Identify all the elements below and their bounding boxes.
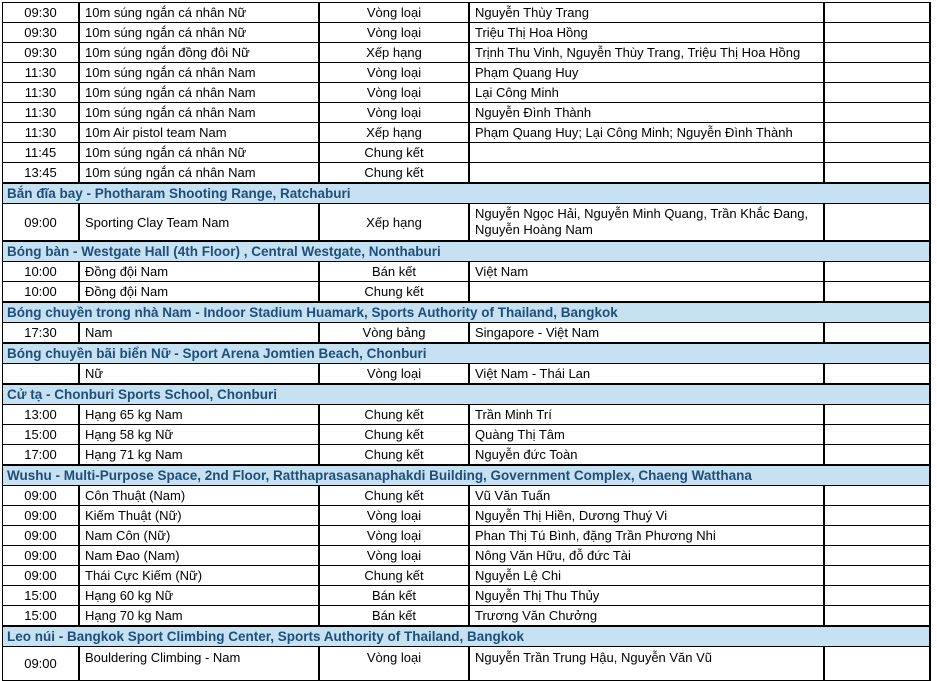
time-cell[interactable]: 10:00	[3, 282, 80, 301]
round-cell[interactable]: Chung kết	[320, 282, 470, 301]
empty-cell[interactable]	[825, 23, 931, 42]
event-cell[interactable]: 10m súng ngắn cá nhân Nam	[80, 163, 320, 182]
empty-cell[interactable]	[825, 445, 931, 464]
event-cell[interactable]: Hạng 58 kg Nữ	[80, 425, 320, 444]
table-row	[3, 23, 931, 43]
empty-cell[interactable]	[825, 405, 931, 424]
participants-cell[interactable]: Trương Văn Chưởng	[470, 606, 825, 625]
empty-cell[interactable]	[825, 3, 931, 22]
table-row	[3, 526, 931, 546]
round-cell[interactable]: Chung kết	[320, 486, 470, 505]
event-cell[interactable]: 10m súng ngắn cá nhân Nam	[80, 63, 320, 82]
time-cell[interactable]: 09:30	[3, 43, 80, 62]
time-cell[interactable]: 09:30	[3, 3, 80, 22]
time-cell[interactable]: 09:00	[3, 546, 80, 565]
section-title: Leo núi - Bangkok Sport Climbing Center, Sports Authority of Thailand, Bangkok	[3, 627, 931, 646]
time-cell[interactable]: 15:00	[3, 606, 80, 625]
participants-cell[interactable]	[470, 163, 825, 182]
participants-cell[interactable]: Việt Nam - Thái Lan	[470, 364, 825, 383]
empty-cell[interactable]	[825, 323, 931, 342]
round-cell[interactable]: Bán kết	[320, 262, 470, 281]
event-cell[interactable]: Hạng 71 kg Nam	[80, 445, 320, 464]
section-header-row[interactable]	[3, 183, 931, 204]
round-cell[interactable]: Vòng loại	[320, 506, 470, 525]
event-cell[interactable]: Đồng đội Nam	[80, 282, 320, 301]
round-cell[interactable]: Xếp hạng	[320, 43, 470, 62]
table-row	[3, 83, 931, 103]
table-row	[3, 103, 931, 123]
participants-cell[interactable]: Phan Thị Tú Bình, đặng Trần Phương Nhi	[470, 526, 825, 545]
empty-cell[interactable]	[825, 566, 931, 585]
table-row	[3, 405, 931, 425]
table-row	[3, 364, 931, 384]
round-cell[interactable]: Vòng loại	[320, 83, 470, 102]
participants-cell[interactable]: Lại Công Minh	[470, 83, 825, 102]
empty-cell[interactable]	[825, 425, 931, 444]
time-cell[interactable]: 11:30	[3, 83, 80, 102]
round-cell[interactable]: Vòng loại	[320, 3, 470, 22]
round-cell[interactable]: Bán kết	[320, 586, 470, 605]
table-row	[3, 3, 931, 23]
schedule-sheet	[2, 2, 931, 681]
time-cell[interactable]: 13:45	[3, 163, 80, 182]
time-cell[interactable]: 10:00	[3, 262, 80, 281]
event-cell[interactable]: Hạng 60 kg Nữ	[80, 586, 320, 605]
round-cell[interactable]: Vòng loại	[320, 63, 470, 82]
event-cell[interactable]: 10m súng ngắn cá nhân Nữ	[80, 3, 320, 22]
event-cell[interactable]: Kiếm Thuật (Nữ)	[80, 506, 320, 525]
participants-cell[interactable]: Nguyễn Trần Trung Hậu, Nguyễn Văn Vũ	[470, 647, 825, 680]
empty-cell[interactable]	[825, 163, 931, 182]
time-cell[interactable]: 09:00	[3, 566, 80, 585]
table-row	[3, 323, 931, 343]
event-cell[interactable]: Bouldering Climbing - Nam	[80, 647, 320, 680]
table-row	[3, 647, 931, 681]
event-cell[interactable]: Đồng đội Nam	[80, 262, 320, 281]
round-cell[interactable]: Vòng loại	[320, 364, 470, 383]
time-cell[interactable]: 09:30	[3, 23, 80, 42]
empty-cell[interactable]	[825, 204, 931, 240]
empty-cell[interactable]	[825, 83, 931, 102]
event-cell[interactable]: Nữ	[80, 364, 320, 383]
section-title: Bắn đĩa bay - Photharam Shooting Range, Ratchaburi	[3, 184, 931, 203]
time-cell[interactable]: 11:30	[3, 103, 80, 122]
section-title: Wushu - Multi-Purpose Space, 2nd Floor, Ratthaprasasanaphakdi Building, Government Complex, Chaeng Watthana	[3, 466, 931, 485]
event-cell[interactable]: Nam Côn (Nữ)	[80, 526, 320, 545]
event-cell[interactable]: 10m Air pistol team Nam	[80, 123, 320, 142]
empty-cell[interactable]	[825, 506, 931, 525]
empty-cell[interactable]	[825, 364, 931, 383]
section-title: Bóng chuyền bãi biển Nữ - Sport Arena Jomtien Beach, Chonburi	[3, 344, 931, 363]
event-cell[interactable]: Sporting Clay Team Nam	[80, 204, 320, 240]
round-cell[interactable]: Xếp hạng	[320, 204, 470, 240]
empty-cell[interactable]	[825, 586, 931, 605]
time-cell[interactable]: 09:00	[3, 526, 80, 545]
time-cell[interactable]	[3, 364, 80, 383]
participants-cell[interactable]: Singapore - Việt Nam	[470, 323, 825, 342]
round-cell[interactable]: Chung kết	[320, 425, 470, 444]
participants-cell[interactable]: Nguyễn Đình Thành	[470, 103, 825, 122]
empty-cell[interactable]	[825, 526, 931, 545]
time-cell[interactable]: 17:00	[3, 445, 80, 464]
section-header-row[interactable]	[3, 626, 931, 647]
section-title: Bóng chuyền trong nhà Nam - Indoor Stadium Huamark, Sports Authority of Thailand, Bangkok	[3, 303, 931, 322]
event-cell[interactable]: 10m súng ngắn đồng đôi Nữ	[80, 43, 320, 62]
empty-cell[interactable]	[825, 647, 931, 680]
table-row	[3, 143, 931, 163]
event-cell[interactable]: 10m súng ngắn cá nhân Nam	[80, 83, 320, 102]
table-row	[3, 43, 931, 63]
table-row	[3, 566, 931, 586]
event-cell[interactable]: 10m súng ngắn cá nhân Nữ	[80, 143, 320, 162]
event-cell[interactable]: 10m súng ngắn cá nhân Nam	[80, 103, 320, 122]
time-cell[interactable]: 09:00	[3, 204, 80, 240]
participants-cell[interactable]	[470, 143, 825, 162]
participants-cell[interactable]: Nguyễn Lệ Chi	[470, 566, 825, 585]
participants-cell[interactable]: Trịnh Thu Vinh, Nguyễn Thùy Trang, Triệu Thị Hoa Hồng	[470, 43, 825, 62]
section-header-row[interactable]	[3, 343, 931, 364]
table-row	[3, 445, 931, 465]
participants-cell[interactable]: Phạm Quang Huy	[470, 63, 825, 82]
participants-cell[interactable]: Phạm Quang Huy; Lại Công Minh; Nguyễn Đình Thành	[470, 123, 825, 142]
round-cell[interactable]: Chung kết	[320, 405, 470, 424]
table-row	[3, 586, 931, 606]
time-cell[interactable]: 09:00	[3, 647, 80, 680]
empty-cell[interactable]	[825, 546, 931, 565]
time-cell[interactable]: 11:30	[3, 63, 80, 82]
section-title: Cử tạ - Chonburi Sports School, Chonburi	[3, 385, 931, 404]
empty-cell[interactable]	[825, 143, 931, 162]
round-cell[interactable]: Vòng loại	[320, 23, 470, 42]
round-cell[interactable]: Vòng loại	[320, 546, 470, 565]
round-cell[interactable]: Bán kết	[320, 606, 470, 625]
empty-cell[interactable]	[825, 262, 931, 281]
participants-cell[interactable]: Nông Văn Hữu, đỗ đức Tài	[470, 546, 825, 565]
section-header-row[interactable]	[3, 241, 931, 262]
participants-cell[interactable]	[470, 282, 825, 301]
round-cell[interactable]: Vòng loại	[320, 647, 470, 680]
table-row	[3, 425, 931, 445]
time-cell[interactable]: 09:00	[3, 486, 80, 505]
round-cell[interactable]: Vòng bảng	[320, 323, 470, 342]
round-cell[interactable]: Vòng loại	[320, 103, 470, 122]
event-cell[interactable]: 10m súng ngắn cá nhân Nữ	[80, 23, 320, 42]
participants-cell[interactable]: Nguyễn Thị Hiền, Dương Thuý Vi	[470, 506, 825, 525]
table-row	[3, 606, 931, 626]
time-cell[interactable]: 11:30	[3, 123, 80, 142]
round-cell[interactable]: Xếp hạng	[320, 123, 470, 142]
section-header-row[interactable]	[3, 302, 931, 323]
time-cell[interactable]: 11:45	[3, 143, 80, 162]
event-cell[interactable]: Nam	[80, 323, 320, 342]
section-header-row[interactable]	[3, 384, 931, 405]
empty-cell[interactable]	[825, 282, 931, 301]
participants-cell[interactable]: Việt Nam	[470, 262, 825, 281]
participants-cell[interactable]: Triệu Thị Hoa Hồng	[470, 23, 825, 42]
section-header-row[interactable]	[3, 465, 931, 486]
participants-cell[interactable]: Vũ Văn Tuấn	[470, 486, 825, 505]
time-cell[interactable]: 15:00	[3, 586, 80, 605]
time-cell[interactable]: 15:00	[3, 425, 80, 444]
round-cell[interactable]: Chung kết	[320, 445, 470, 464]
table-row	[3, 506, 931, 526]
table-row	[3, 282, 931, 302]
participants-cell[interactable]: Nguyễn đức Toàn	[470, 445, 825, 464]
event-cell[interactable]: Nam Đao (Nam)	[80, 546, 320, 565]
event-cell[interactable]: Hạng 70 kg Nam	[80, 606, 320, 625]
table-row	[3, 204, 931, 241]
empty-cell[interactable]	[825, 606, 931, 625]
time-cell[interactable]: 17:30	[3, 323, 80, 342]
empty-cell[interactable]	[825, 103, 931, 122]
table-row	[3, 262, 931, 282]
empty-cell[interactable]	[825, 63, 931, 82]
table-row	[3, 546, 931, 566]
empty-cell[interactable]	[825, 123, 931, 142]
event-cell[interactable]: Hạng 65 kg Nam	[80, 405, 320, 424]
round-cell[interactable]: Vòng loại	[320, 526, 470, 545]
event-cell[interactable]: Thái Cực Kiếm (Nữ)	[80, 566, 320, 585]
time-cell[interactable]: 13:00	[3, 405, 80, 424]
participants-cell[interactable]: Nguyễn Ngọc Hải, Nguyễn Minh Quang, Trần Khắc Đang, Nguyễn Hoàng Nam	[470, 204, 825, 240]
round-cell[interactable]: Chung kết	[320, 143, 470, 162]
table-row	[3, 163, 931, 183]
participants-cell[interactable]: Quàng Thị Tâm	[470, 425, 825, 444]
section-title: Bóng bàn - Westgate Hall (4th Floor) , Central Westgate, Nonthaburi	[3, 242, 931, 261]
participants-cell[interactable]: Trần Minh Trí	[470, 405, 825, 424]
table-row	[3, 63, 931, 83]
table-row	[3, 123, 931, 143]
table-row	[3, 486, 931, 506]
event-cell[interactable]: Côn Thuật (Nam)	[80, 486, 320, 505]
empty-cell[interactable]	[825, 43, 931, 62]
round-cell[interactable]: Chung kết	[320, 566, 470, 585]
participants-cell[interactable]: Nguyễn Thị Thu Thủy	[470, 586, 825, 605]
empty-cell[interactable]	[825, 486, 931, 505]
participants-cell[interactable]: Nguyễn Thùy Trang	[470, 3, 825, 22]
round-cell[interactable]: Chung kết	[320, 163, 470, 182]
time-cell[interactable]: 09:00	[3, 506, 80, 525]
